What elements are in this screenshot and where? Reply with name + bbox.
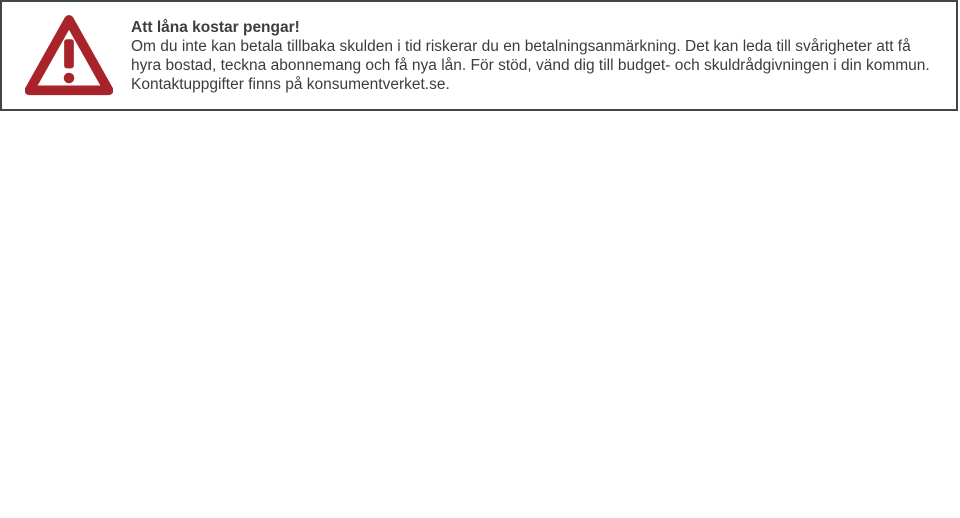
banner-heading: Att låna kostar pengar! [131,18,300,36]
banner-line-3: Kontaktuppgifter finns på konsumentverket.se. [131,75,450,93]
exclamation-dot [64,72,75,83]
banner-text-block [131,18,930,94]
banner-line-2: hyra bostad, teckna abonnemang och få nya lån. För stöd, vänd dig till budget- och skuldrådgivningen i din kommun. [131,56,930,74]
loan-warning-banner [0,0,958,111]
banner-line-1: Om du inte kan betala tillbaka skulden i tid riskerar du en betalningsanmärkning. Det kan leda till svårigheter att få [131,37,911,55]
exclamation-bar [64,39,74,68]
warning-triangle-icon [25,14,113,98]
